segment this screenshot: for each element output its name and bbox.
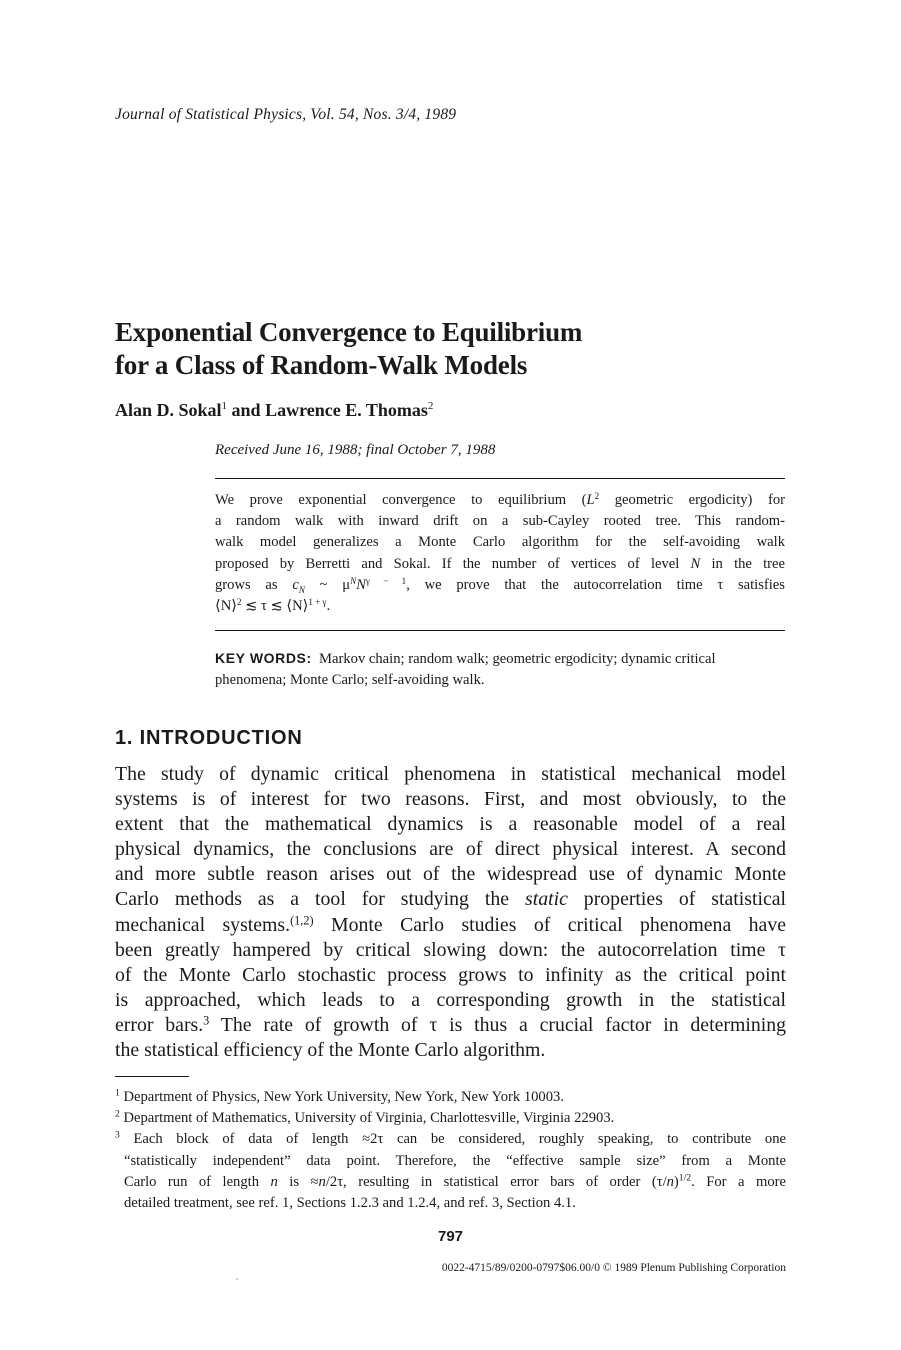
- journal-citation: Journal of Statistical Physics, Vol. 54, Nos. 3/4, 1989: [115, 106, 457, 123]
- paragraph-line: error bars.$^3$ The rate of growth of τ is thus a crucial factor in determining: [115, 1013, 786, 1036]
- paragraph-line: of the Monte Carlo stochastic process grows to infinity as the critical point: [115, 963, 786, 986]
- affiliation-mark: 1: [221, 400, 228, 412]
- author-conjunction: and: [227, 400, 266, 420]
- introduction-paragraph: [115, 762, 786, 1063]
- footnote-3-line: “statistically independent” data point. Therefore, the “effective sample size” from a Monte: [124, 1152, 786, 1169]
- citation-mark: (1,2): [290, 912, 314, 927]
- scan-speck: [236, 1278, 238, 1280]
- title-line-1: Exponential Convergence to Equilibrium: [115, 317, 583, 347]
- paragraph-line: physical dynamics, the conclusions are of direct physical interest. A second: [115, 838, 786, 861]
- footnote-2: $^2$ Department of Mathematics, University of Virginia, Charlottesville, Virginia 22903.: [115, 1108, 615, 1127]
- paragraph-line: systems is of interest for two reasons. First, and most obviously, to the: [115, 788, 786, 811]
- abstract: [215, 490, 785, 617]
- key-words-text: Markov chain; random walk; geometric ergodicity; dynamic critical phenomena; Monte Carlo; self-avoiding walk.: [215, 651, 716, 688]
- abstract-line: walk model generalizes a Monte Carlo algorithm for the self-avoiding walk: [215, 534, 785, 551]
- affiliation-mark: 2: [427, 400, 434, 412]
- abstract-line: We prove exponential convergence to equilibrium ($L^2$ geometric ergodicity) for: [215, 491, 785, 508]
- key-words-label: KEY WORDS:: [215, 650, 312, 666]
- abstract-bottom-rule: [215, 630, 785, 631]
- paragraph-line: and more subtle reason arises out of the widespread use of dynamic Monte: [115, 863, 786, 886]
- copyright-line: 0022-4715/89/0200-0797$06.00/0 © 1989 Plenum Publishing Corporation: [441, 1262, 786, 1274]
- footnotes: [115, 1087, 786, 1214]
- author-list: [115, 400, 433, 421]
- title-line-2: for a Class of Random-Walk Models: [115, 350, 528, 380]
- paragraph-line: Carlo methods as a tool for studying the static properties of statistical: [115, 888, 786, 911]
- footnote-3: $^3$ Each block of data of length ≈2τ can be considered, roughly speaking, to contribute one: [115, 1130, 786, 1148]
- paragraph-line: extent that the mathematical dynamics is a reasonable model of a real: [115, 813, 786, 836]
- key-words: [215, 648, 785, 691]
- footnote-3-line: detailed treatment, see ref. 1, Sections 1.2.3 and 1.2.4, and ref. 3, Section 4.1.: [124, 1194, 576, 1211]
- author-name: Lawrence E. Thomas: [265, 400, 428, 420]
- footnote-mark: 3: [203, 1013, 210, 1028]
- paragraph-line: is approached, which leads to a corresponding growth in the statistical: [115, 988, 786, 1011]
- paragraph-line: mechanical systems.$^{(1,2)}$ Monte Carlo studies of critical phenomena have: [115, 912, 786, 936]
- footnote-3-line: Carlo run of length n is ≈n/2τ, resulting in statistical error bars of order $(\tau/n)^{1/2}$. For a more: [124, 1172, 786, 1190]
- section-heading: 1. INTRODUCTION: [115, 727, 303, 749]
- paper-title: [115, 316, 795, 382]
- paragraph-line: The study of dynamic critical phenomena in statistical mechanical model: [115, 763, 786, 785]
- abstract-top-rule: [215, 478, 785, 479]
- paragraph-line: been greatly hampered by critical slowing down: the autocorrelation time τ: [115, 938, 786, 961]
- footnote-1: $^1$ Department of Physics, New York University, New York, New York 10003.: [115, 1087, 564, 1105]
- received-dates: Received June 16, 1988; final October 7, 1988: [215, 442, 496, 458]
- abstract-line: proposed by Berretti and Sokal. If the number of vertices of level N in the tree: [215, 555, 785, 572]
- abstract-line: ⟨N⟩$^2$ ≲ τ ≲ ⟨N⟩$^{1 + \gamma}$.: [215, 596, 331, 614]
- paragraph-line: the statistical efficiency of the Monte Carlo algorithm.: [115, 1039, 546, 1062]
- author-name: Alan D. Sokal: [115, 400, 222, 420]
- abstract-line: a random walk with inward drift on a sub-Cayley rooted tree. This random-: [215, 513, 785, 530]
- page-number: 797: [437, 1228, 464, 1245]
- abstract-line: grows as $c_N$ ~ $\mu^NN^{\gamma - 1}$, we prove that the autocorrelation time τ satisfies: [215, 575, 785, 595]
- footnote-rule: [115, 1076, 189, 1077]
